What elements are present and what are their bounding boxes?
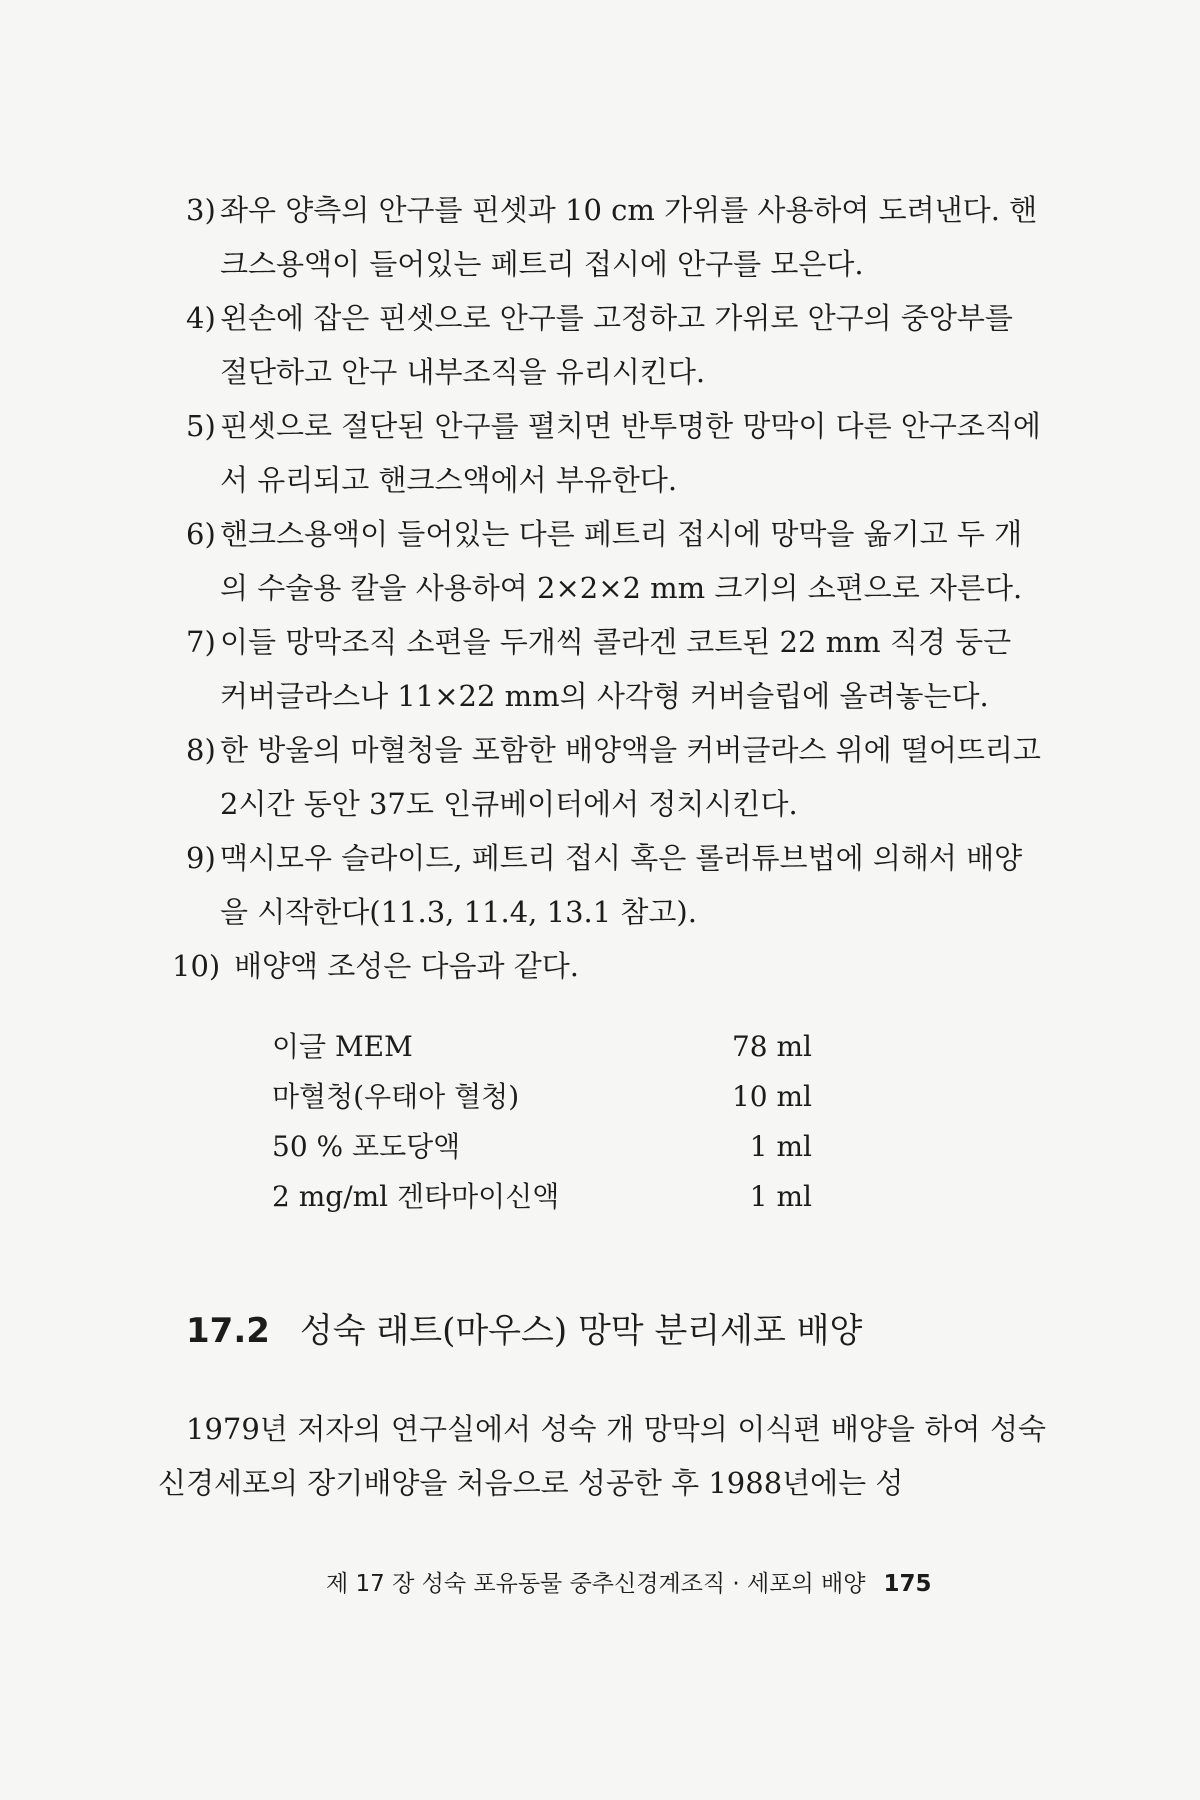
step-number: 3) <box>186 193 216 227</box>
step-text: 좌우 양측의 안구를 핀셋과 10 cm 가위를 사용하여 도려낸다. 핸크스용액이 들어있는 페트리 접시에 안구를 모은다. <box>220 193 1038 281</box>
step-number: 9) <box>186 841 216 875</box>
page-number: 175 <box>883 1571 932 1597</box>
ingredient-name: 마혈청(우태아 혈청) <box>272 1080 520 1113</box>
procedure-step <box>186 291 1046 399</box>
section-number: 17.2 <box>186 1311 270 1351</box>
step-number: 4) <box>186 301 216 335</box>
step-number: 8) <box>186 733 216 767</box>
step-text: 왼손에 잡은 핀셋으로 안구를 고정하고 가위로 안구의 중앙부를 절단하고 안구 내부조직을 유리시킨다. <box>220 301 1013 389</box>
procedure-steps <box>172 183 1046 993</box>
composition-row <box>272 1022 812 1072</box>
procedure-step <box>186 615 1046 723</box>
ingredient-amount: 78 ml <box>731 1030 812 1063</box>
composition-row <box>272 1072 812 1122</box>
ingredient-name: 이글 MEM <box>272 1030 413 1063</box>
procedure-step <box>186 831 1046 939</box>
composition-row <box>272 1172 812 1222</box>
section-intro-paragraph: 1979년 저자의 연구실에서 성숙 개 망막의 이식편 배양을 하여 성숙 신경세포의 장기배양을 처음으로 성공한 후 1988년에는 성 <box>158 1412 1046 1500</box>
page-footer <box>326 1566 931 1602</box>
step-text: 핀셋으로 절단된 안구를 펼치면 반투명한 망막이 다른 안구조직에서 유리되고 핸크스액에서 부유한다. <box>220 409 1041 497</box>
procedure-step <box>172 939 1046 993</box>
step-text: 배양액 조성은 다음과 같다. <box>234 949 580 983</box>
step-text: 맥시모우 슬라이드, 페트리 접시 혹은 롤러튜브법에 의해서 배양을 시작한다(11.3, 11.4, 13.1 참고). <box>220 841 1023 929</box>
ingredient-amount: 10 ml <box>731 1080 812 1113</box>
ingredient-name: 50 % 포도당액 <box>272 1130 461 1163</box>
step-number: 5) <box>186 409 216 443</box>
step-number: 7) <box>186 625 216 659</box>
step-text: 이들 망막조직 소편을 두개씩 콜라겐 코트된 22 mm 직경 둥근 커버글라스나 11×22 mm의 사각형 커버슬립에 올려놓는다. <box>220 625 1012 713</box>
ingredient-amount: 1 ml <box>749 1180 812 1213</box>
section-heading <box>186 1306 862 1356</box>
ingredient-amount: 1 ml <box>749 1130 812 1163</box>
running-footer-chapter: 제 17 장 성숙 포유동물 중추신경계조직 · 세포의 배양 <box>326 1571 866 1597</box>
composition-row <box>272 1122 812 1172</box>
section-title: 성숙 래트(마우스) 망막 분리세포 배양 <box>299 1311 863 1351</box>
procedure-step <box>186 183 1046 291</box>
step-text: 한 방울의 마혈청을 포함한 배양액을 커버글라스 위에 떨어뜨리고 2시간 동안 37도 인큐베이터에서 정치시킨다. <box>220 733 1041 821</box>
step-text: 핸크스용액이 들어있는 다른 페트리 접시에 망막을 옮기고 두 개의 수술용 칼을 사용하여 2×2×2 mm 크기의 소편으로 자른다. <box>220 517 1023 605</box>
step-number: 10) <box>172 949 221 983</box>
procedure-step <box>186 399 1046 507</box>
procedure-step <box>186 723 1046 831</box>
procedure-step <box>186 507 1046 615</box>
medium-composition-table <box>272 1022 812 1222</box>
ingredient-name: 2 mg/ml 겐타마이신액 <box>272 1180 560 1213</box>
step-number: 6) <box>186 517 216 551</box>
